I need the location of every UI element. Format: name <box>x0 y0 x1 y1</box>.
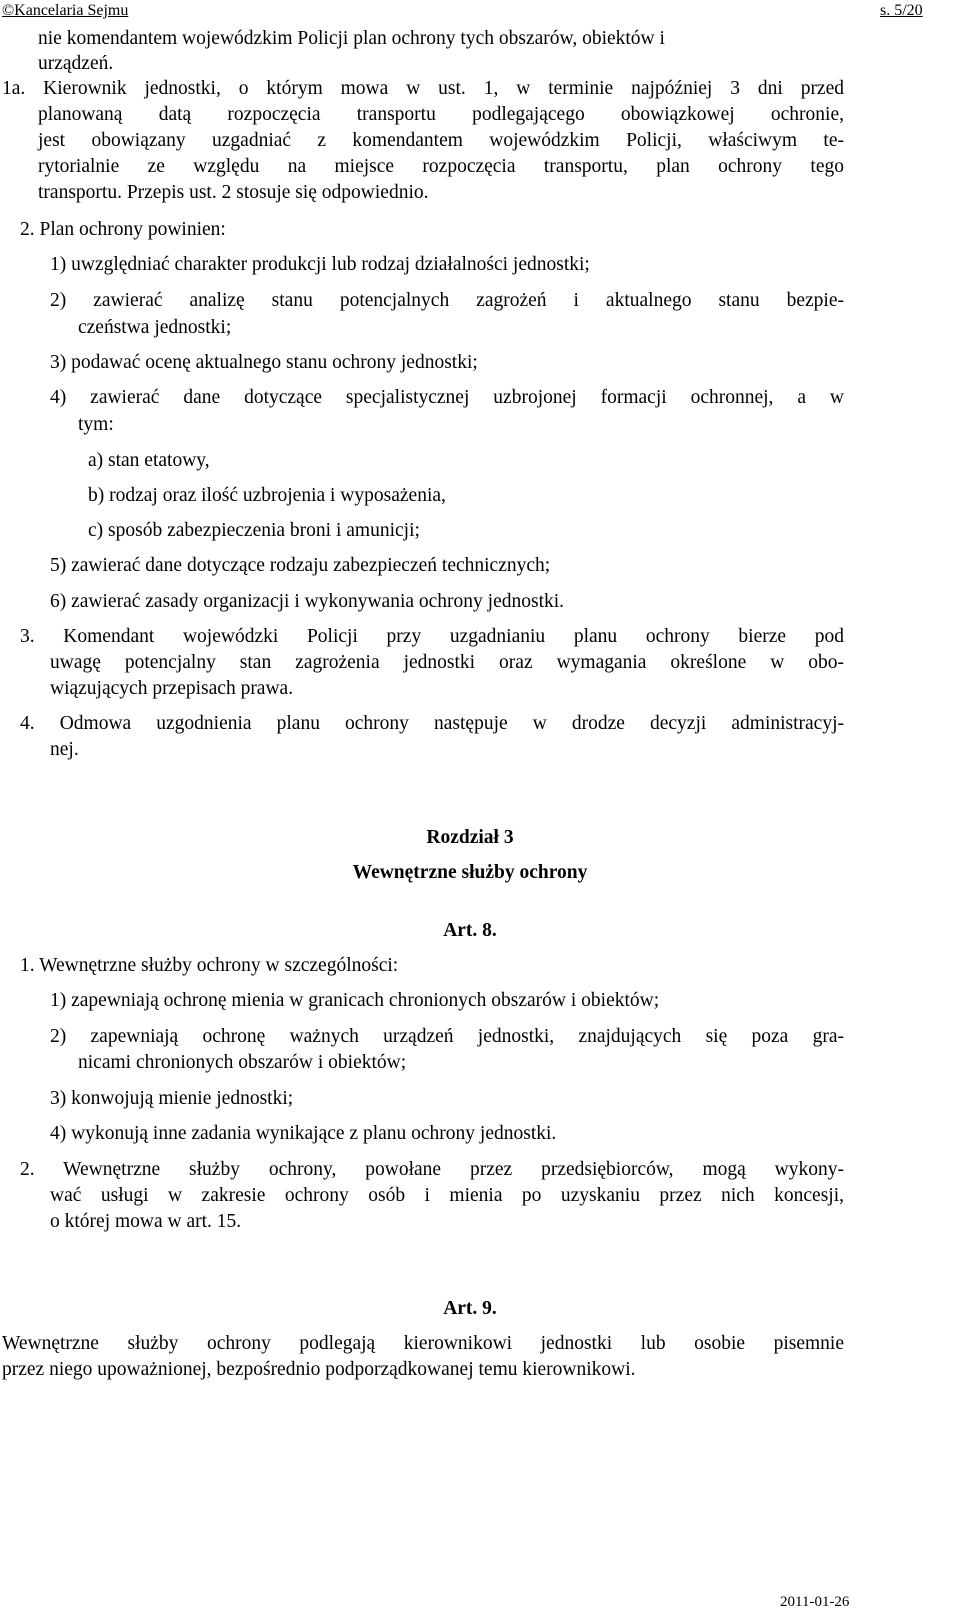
text-line: wiązujących przepisach prawa. <box>50 678 294 699</box>
text-line: 3) podawać ocenę aktualnego stanu ochrony jednostki; <box>50 352 478 373</box>
text-line: rytorialnie ze względu na miejsce rozpoczęcia transportu, plan ochrony tego <box>38 156 844 177</box>
text-line: 2. Wewnętrzne służby ochrony, powołane przez przedsiębiorców, mogą wykony- <box>20 1159 844 1180</box>
article-8-heading: Art. 8. <box>443 920 497 941</box>
chapter-number: Rozdział 3 <box>426 827 514 848</box>
text-line: o której mowa w art. 15. <box>50 1211 242 1232</box>
text-line: 4) wykonują inne zadania wynikające z planu ochrony jednostki. <box>50 1123 557 1144</box>
text-line: 6) zawierać zasady organizacji i wykonywania ochrony jednostki. <box>50 591 565 612</box>
text-line: 1. Wewnętrzne służby ochrony w szczególności: <box>20 955 399 976</box>
text-line: wać usługi w zakresie ochrony osób i mienia po uzyskaniu przez nich koncesji, <box>50 1185 844 1206</box>
text-line: Wewnętrzne służby ochrony podlegają kierownikowi jednostki lub osobie pisemnie <box>2 1333 844 1354</box>
text-line: tym: <box>78 414 114 435</box>
document-date: 2011-01-26 <box>780 1594 850 1610</box>
chapter-title: Wewnętrzne służby ochrony <box>352 862 588 883</box>
text-line: 1) zapewniają ochronę mienia w granicach chronionych obszarów i obiektów; <box>50 990 660 1011</box>
text-line: planowaną datą rozpoczęcia transportu podlegającego obowiązkowej ochronie, <box>38 104 844 125</box>
text-line: uwagę potencjalny stan zagrożenia jednostki oraz wymagania określone w obo- <box>50 652 844 673</box>
text-line: czeństwa jednostki; <box>78 317 232 338</box>
text-line: jest obowiązany uzgadniać z komendantem wojewódzkim Policji, właściwym te- <box>38 130 844 151</box>
text-line: 5) zawierać dane dotyczące rodzaju zabezpieczeń technicznych; <box>50 555 551 576</box>
page-number: s. 5/20 <box>880 2 923 19</box>
text-line: c) sposób zabezpieczenia broni i amunicji; <box>88 520 420 541</box>
text-line: przez niego upoważnionej, bezpośrednio podporządkowanej temu kierownikowi. <box>2 1359 636 1380</box>
text-line: 4) zawierać dane dotyczące specjalistycznej uzbrojonej formacji ochronnej, a w <box>50 387 844 408</box>
text-line: 3. Komendant wojewódzki Policji przy uzgadnianiu planu ochrony bierze pod <box>20 626 844 647</box>
text-line: nej. <box>50 739 79 760</box>
text-line: 2. Plan ochrony powinien: <box>20 219 226 240</box>
text-line: 2) zawierać analizę stanu potencjalnych zagrożeń i aktualnego stanu bezpie- <box>50 290 844 311</box>
text-line: 4. Odmowa uzgodnienia planu ochrony następuje w drodze decyzji administracyj- <box>20 713 844 734</box>
text-line: transportu. Przepis ust. 2 stosuje się odpowiednio. <box>38 182 429 203</box>
text-line: nie komendantem wojewódzkim Policji plan ochrony tych obszarów, obiektów i <box>38 28 665 49</box>
text-line: urządzeń. <box>38 53 114 74</box>
text-line: nicami chronionych obszarów i obiektów; <box>78 1052 407 1073</box>
article-9-heading: Art. 9. <box>443 1298 497 1319</box>
text-line: 1) uwzględniać charakter produkcji lub rodzaj działalności jednostki; <box>50 254 590 275</box>
text-line: b) rodzaj oraz ilość uzbrojenia i wyposażenia, <box>88 485 446 506</box>
source-link[interactable]: ©Kancelaria Sejmu <box>2 2 129 19</box>
text-line: 3) konwojują mienie jednostki; <box>50 1088 294 1109</box>
text-line: a) stan etatowy, <box>88 450 210 471</box>
text-line: 2) zapewniają ochronę ważnych urządzeń jednostki, znajdujących się poza gra- <box>50 1026 844 1047</box>
text-line: 1a. Kierownik jednostki, o którym mowa w ust. 1, w terminie najpóźniej 3 dni przed <box>2 78 844 99</box>
